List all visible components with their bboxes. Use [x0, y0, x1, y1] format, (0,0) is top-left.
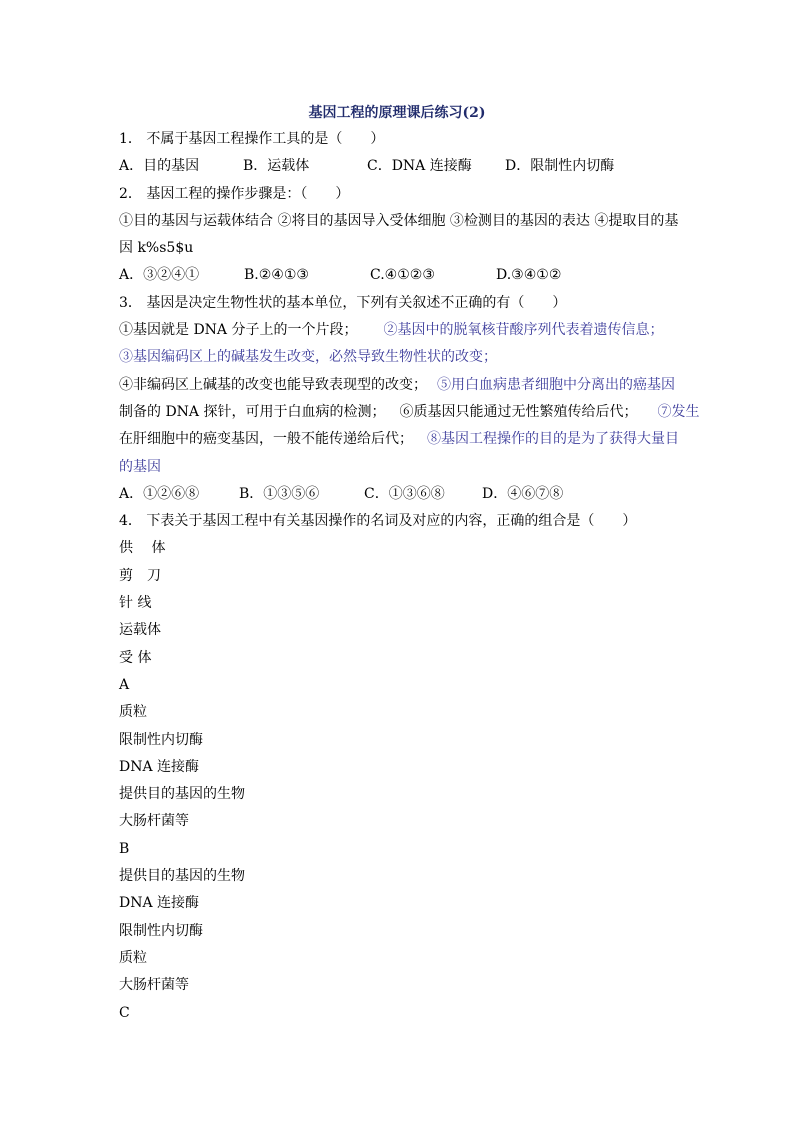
table-cell: A [119, 676, 130, 693]
question-3-option-c: C．①③⑥⑧ [364, 485, 445, 502]
statement-5-cont: 制备的 DNA 探针，可用于白血病的检测； [119, 403, 386, 420]
question-1-option-c: C．DNA 连接酶 [367, 158, 472, 175]
question-2-options [119, 262, 679, 289]
question-2-option-b: B.②④①③ [244, 267, 309, 284]
statement-8: ⑧基因工程操作的目的是为了获得大量目 [427, 431, 679, 448]
table-cell: 质粒 [119, 704, 147, 721]
question-1-stem: 1． 不属于基因工程操作工具的是（ ） [119, 131, 385, 147]
question-4-stem: 4． 下表关于基因工程中有关基因操作的名词及对应的内容，正确的组合是（ ） [119, 513, 637, 530]
question-2-body-line-1: ①目的基因与运载体结合 ②将目的基因导入受体细胞 ③检测目的基因的表达 ④提取目的基 [119, 212, 679, 229]
question-3-line-3 [119, 372, 679, 399]
statement-7: ⑦发生 [657, 403, 700, 420]
document-title: 基因工程的原理课后练习(2) [308, 105, 486, 121]
statement-1: ①基因就是 DNA 分子上的一个片段； [119, 322, 358, 339]
question-2-body-line-2: 因 k%s5$u [119, 240, 194, 257]
table-cell: 提供目的基因的生物 [119, 786, 245, 803]
question-3-line-6: 的基因 [119, 458, 161, 475]
question-3-option-a: A．①②⑥⑧ [119, 485, 200, 502]
question-2-stem: 2． 基因工程的操作步骤是：（ ） [119, 185, 350, 202]
question-3-option-b: B．①③⑤⑥ [239, 485, 320, 502]
table-cell: 限制性内切酶 [119, 731, 203, 748]
table-cell: C [119, 1004, 130, 1021]
question-1-option-d: D．限制性内切酶 [505, 158, 615, 175]
question-1-options [119, 153, 679, 180]
question-2-option-d: D.③④①② [496, 267, 562, 284]
table-cell: DNA 连接酶 [119, 758, 200, 775]
statement-2: ②基因中的脱氧核苷酸序列代表着遗传信息； [383, 322, 664, 339]
table-cell: 剪 刀 [119, 567, 161, 584]
question-3-line-2: ③基因编码区上的碱基发生改变，必然导致生物性状的改变； [119, 349, 497, 366]
document-content [119, 126, 700, 1027]
question-3-option-d: D．④⑥⑦⑧ [482, 485, 564, 502]
question-1-option-b: B．运载体 [243, 158, 310, 175]
question-3-options [119, 481, 679, 508]
table-cell: B [119, 840, 130, 857]
table-cell: 提供目的基因的生物 [119, 868, 245, 885]
statement-5: ⑤用白血病患者细胞中分离出的癌基因 [437, 376, 675, 393]
statement-6: ⑥质基因只能通过无性繁殖传给后代； [399, 403, 638, 420]
question-3-line-5 [119, 426, 679, 453]
question-1-option-a: A．目的基因 [119, 158, 200, 175]
table-cell: 供 体 [119, 540, 166, 557]
table-cell: 质粒 [119, 949, 147, 966]
question-3-line-4 [119, 399, 700, 426]
table-cell: 大肠杆菌等 [119, 813, 189, 830]
statement-7-cont: 在肝细胞中的癌变基因，一般不能传递给后代； [119, 431, 413, 448]
question-2-option-a: A．③②④① [119, 267, 200, 284]
statement-4: ④非编码区上碱基的改变也能导致表现型的改变； [119, 376, 427, 393]
table-cell: 受 体 [119, 649, 152, 666]
question-3-stem: 3． 基因是决定生物性状的基本单位，下列有关叙述不正确的有（ ） [119, 294, 567, 311]
table-cell: 针 线 [119, 595, 152, 612]
table-cell: 限制性内切酶 [119, 922, 203, 939]
table-cell: 大肠杆菌等 [119, 977, 189, 994]
question-2-option-c: C.④①②③ [370, 267, 435, 284]
table-cell: 运载体 [119, 622, 161, 639]
question-3-line-1 [119, 317, 679, 344]
table-cell: DNA 连接酶 [119, 895, 200, 912]
